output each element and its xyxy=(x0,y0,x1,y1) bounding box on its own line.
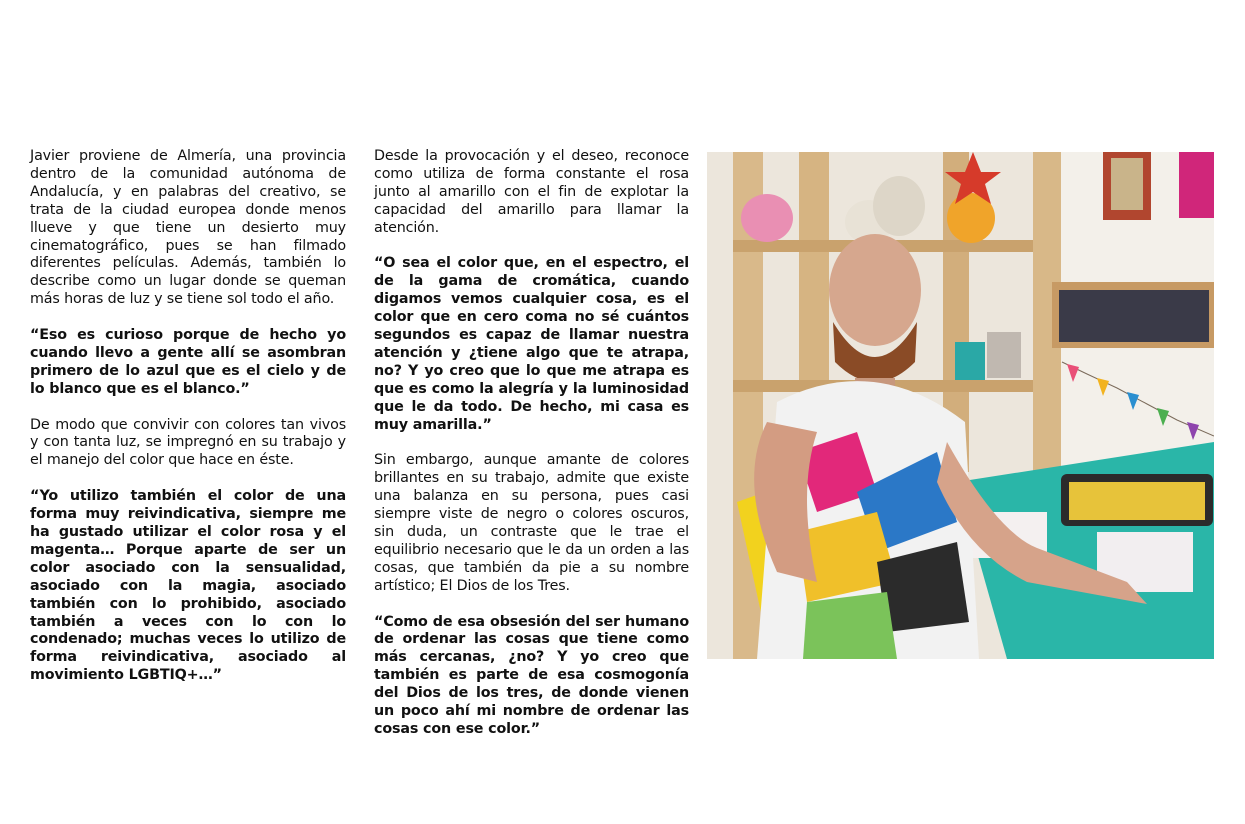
middle-column xyxy=(374,148,689,757)
paragraph-balance: Sin embargo, aunque amante de colores brillantes en su trabajo, admite que existe una balanza en su persona, pues casi siempre viste de negro o colores oscuros, sin duda, un contraste que le trae el equilibrio necesario que le da un orden a las cosas, que también da pie a su nombre artístico; El Dios de los Tres. xyxy=(374,452,689,594)
paragraph-intro: Javier proviene de Almería, una provincia dentro de la comunidad autónoma de Andalucía, y en palabras del creativo, se trata de la ciudad europea donde menos llueve y que tiene un desierto muy cinematográfico, pues se han filmado diferentes películas. Además, también lo describe como un lugar donde se queman más horas de luz y se tiene sol todo el año. xyxy=(30,148,346,308)
quote-sky: “Eso es curioso porque de hecho yo cuando llevo a gente allí se asombran primero de lo azul que es el cielo y de lo blanco que es el blanco.” xyxy=(30,327,346,397)
paragraph-colors: De modo que convivir con colores tan vivos y con tanta luz, se impregnó en su trabajo y el manejo del color que hace en éste. xyxy=(30,416,346,469)
left-column xyxy=(30,148,346,703)
artist-photo xyxy=(707,152,1214,659)
quote-order: “Como de esa obsesión del ser humano de ordenar las cosas que tiene como más cercanas, ¿no? Y yo creo que también es parte de esa cosmogonía del Dios de los tres, de donde vienen un poco ahí mi nombre de ordenar las cosas con ese color.” xyxy=(374,613,689,737)
quote-yellow: “O sea el color que, en el espectro, el de la gama de cromática, cuando digamos vemos cualquier cosa, es el color que en cero coma no sé cuántos segundos es capaz de llamar nuestra atención y ¿tiene algo que te atrapa, no? Y yo creo que lo que me atrapa es que es como la alegría y la luminosidad que le da todo. De hecho, mi casa es muy amarilla.” xyxy=(374,255,689,433)
quote-magenta: “Yo utilizo también el color de una forma muy reivindicativa, siempre me ha gustado utilizar el color rosa y el magenta… Porque aparte de ser un color asociado con la sensualidad, asociado con la magia, asociado también con lo prohibido, asociado también a veces con lo con lo condenado; muchas veces lo utilizo de forma reivindicativa, asociado al movimiento LGBTIQ+…” xyxy=(30,488,346,684)
paragraph-provocation: Desde la provocación y el deseo, reconoce como utiliza de forma constante el rosa junto al amarillo con el fin de explotar la capacidad del amarillo para llamar la atención. xyxy=(374,148,689,236)
